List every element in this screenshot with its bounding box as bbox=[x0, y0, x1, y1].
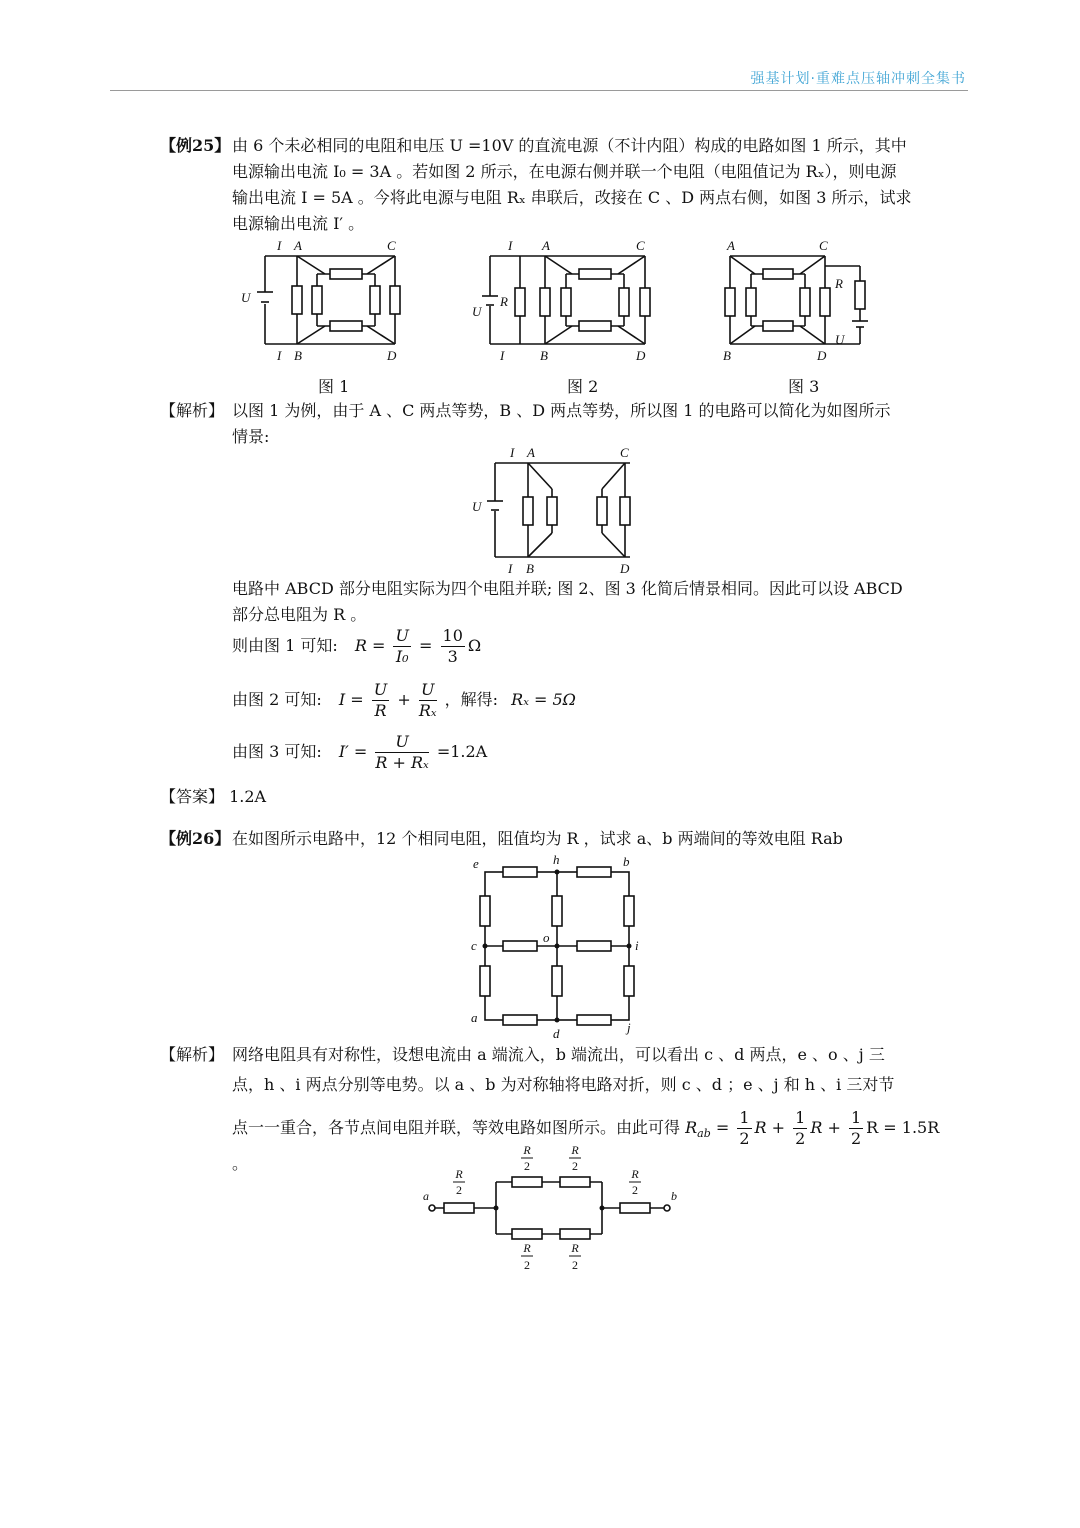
figure-2-caption: 图 2 bbox=[567, 377, 599, 396]
example-25-tag: 【例25】 bbox=[160, 136, 231, 155]
svg-text:C: C bbox=[387, 238, 396, 253]
svg-text:I: I bbox=[508, 238, 513, 253]
equation-3: 由图 3 可知: I′ = $\frac{U}{\text{R + Rₓ}}$ =1.2A bbox=[232, 732, 488, 772]
eq3-result: =1.2A bbox=[436, 742, 488, 761]
svg-text:A: A bbox=[542, 238, 550, 253]
svg-text:U: U bbox=[472, 499, 482, 514]
svg-text:h: h bbox=[553, 852, 560, 867]
analysis-tag: 【解析】 bbox=[160, 401, 225, 420]
svg-text:j: j bbox=[627, 1020, 631, 1035]
svg-text:D: D bbox=[387, 348, 397, 363]
svg-text:U: U bbox=[472, 304, 482, 319]
svg-text:A: A bbox=[527, 445, 535, 460]
analysis-line: 点，h 、i 两点分别等电势。以 a 、b 为对称轴将电路对折，则 c 、d ；e 、j 和 h 、i 三对节 bbox=[232, 1075, 895, 1094]
svg-text:e: e bbox=[473, 856, 479, 871]
svg-text:R: R bbox=[523, 1143, 531, 1157]
svg-text:C: C bbox=[620, 445, 629, 460]
analysis-line: 以图 1 为例，由于 A 、C 两点等势，B 、D 两点等势，所以图 1 的电路可以简化为如图所示 bbox=[232, 401, 891, 420]
eq3-prefix: 由图 3 可知: bbox=[232, 742, 322, 761]
simplified-circuit bbox=[470, 445, 645, 577]
svg-text:U: U bbox=[835, 332, 845, 347]
svg-text:A: A bbox=[727, 238, 735, 253]
svg-text:U: U bbox=[241, 290, 251, 305]
svg-text:R: R bbox=[523, 1241, 531, 1255]
svg-text:I: I bbox=[508, 561, 513, 576]
analysis-continuation bbox=[232, 576, 954, 628]
circuit-figure-1 bbox=[235, 236, 415, 366]
svg-text:a: a bbox=[423, 1189, 429, 1203]
answer-tag: 【答案】 bbox=[160, 787, 225, 806]
svg-text:2: 2 bbox=[572, 1159, 578, 1173]
svg-text:2: 2 bbox=[456, 1183, 462, 1197]
svg-text:a: a bbox=[471, 1010, 478, 1025]
analysis-line: 情景: bbox=[232, 427, 270, 446]
svg-text:B: B bbox=[526, 561, 534, 576]
svg-text:R: R bbox=[571, 1241, 579, 1255]
svg-text:R: R bbox=[631, 1167, 639, 1181]
result-tail: R = 1.5R 。 bbox=[232, 1118, 940, 1174]
svg-text:D: D bbox=[620, 561, 630, 576]
svg-text:C: C bbox=[819, 238, 828, 253]
svg-text:o: o bbox=[543, 930, 550, 945]
svg-text:I: I bbox=[510, 445, 515, 460]
equivalent-circuit bbox=[420, 1142, 690, 1274]
eq2-result: Rₓ = 5Ω bbox=[511, 690, 576, 709]
header-title: 强基计划·重难点压轴冲刺全集书 bbox=[750, 71, 966, 87]
example-25-answer bbox=[160, 784, 560, 810]
circuit-figure-2 bbox=[470, 236, 655, 366]
svg-text:R: R bbox=[455, 1167, 463, 1181]
svg-text:b: b bbox=[671, 1189, 677, 1203]
page-header bbox=[110, 66, 968, 91]
svg-text:b: b bbox=[623, 854, 630, 869]
figure-1-caption: 图 1 bbox=[318, 377, 350, 396]
example-25-problem bbox=[232, 133, 954, 237]
analysis-text bbox=[232, 398, 954, 450]
circuit-figure-3 bbox=[715, 236, 875, 366]
svg-text:A: A bbox=[294, 238, 302, 253]
svg-text:B: B bbox=[723, 348, 731, 363]
svg-text:R: R bbox=[571, 1143, 579, 1157]
svg-text:B: B bbox=[540, 348, 548, 363]
answer-value: 1.2A bbox=[229, 787, 267, 806]
svg-text:R: R bbox=[500, 294, 508, 309]
problem-line: 输出电流 I = 5A 。今将此电源与电阻 Rₓ 串联后，改接在 C 、D 两点右侧，如图 3 所示，试求 bbox=[232, 188, 912, 207]
svg-text:B: B bbox=[294, 348, 302, 363]
figure-3-caption: 图 3 bbox=[788, 377, 820, 396]
svg-text:2: 2 bbox=[632, 1183, 638, 1197]
equation-1: 则由图 1 可知: R = $\frac{U}{\text{I₀}}$ = $\frac{10}{3}$ Ω bbox=[232, 626, 482, 666]
analysis-line: 点一一重合，各节点间电阻并联，等效电路如图所示。由此可得 bbox=[232, 1118, 681, 1137]
svg-text:i: i bbox=[635, 938, 639, 953]
svg-text:R: R bbox=[835, 276, 843, 291]
svg-text:I: I bbox=[277, 238, 282, 253]
problem-line: 电源输出电流 I′ 。 bbox=[232, 214, 365, 233]
example-26-problem: 在如图所示电路中，12 个相同电阻，阻值均为 R ，试求 a、b 两端间的等效电阻 Rab bbox=[232, 829, 843, 848]
eq2-mid: ，解得: bbox=[444, 690, 499, 709]
svg-text:c: c bbox=[471, 938, 477, 953]
analysis-tag: 【解析】 bbox=[160, 1045, 225, 1064]
svg-text:I: I bbox=[277, 348, 282, 363]
analysis-line: 网络电阻具有对称性，设想电流由 a 端流入，b 端流出，可以看出 c 、d 两点，e 、o 、j 三 bbox=[232, 1045, 885, 1064]
svg-text:C: C bbox=[636, 238, 645, 253]
resistor-grid bbox=[465, 852, 650, 1042]
svg-text:2: 2 bbox=[524, 1258, 530, 1272]
svg-text:2: 2 bbox=[572, 1258, 578, 1272]
equation-2: 由图 2 可知: I = $\frac{U}{R}$ + $\frac{U}{\text{Rₓ}}$ ，解得: Rₓ = 5Ω bbox=[232, 680, 576, 720]
problem-line: 由 6 个未必相同的电阻和电压 U =10V 的直流电源（不计内阻）构成的电路如图 1 所示，其中 bbox=[232, 136, 907, 155]
eq2-prefix: 由图 2 可知: bbox=[232, 690, 322, 709]
svg-text:d: d bbox=[553, 1026, 560, 1041]
svg-text:D: D bbox=[817, 348, 827, 363]
svg-text:2: 2 bbox=[524, 1159, 530, 1173]
svg-text:I: I bbox=[500, 348, 505, 363]
eq1-prefix: 则由图 1 可知: bbox=[232, 636, 338, 655]
example-26-tag: 【例26】 bbox=[160, 829, 231, 848]
analysis-line: 电路中 ABCD 部分电阻实际为四个电阻并联; 图 2、图 3 化简后情景相同。因此可以设 ABCD bbox=[232, 579, 903, 598]
analysis-line: 部分总电阻为 R 。 bbox=[232, 605, 367, 624]
analysis-line-with-result: 点一一重合，各节点间电阻并联，等效电路如图所示。由此可得 $R_{ab}$ = $\frac{1}{2}$ R + $\frac{1}{2}$ R + $\frac{1}{2}$ R = 1.5R 。 bbox=[232, 1108, 940, 1174]
svg-text:D: D bbox=[636, 348, 646, 363]
problem-line: 电源输出电流 I₀ = 3A 。若如图 2 所示，在电源右侧并联一个电阻（电阻值记为 Rₓ），则电源 bbox=[232, 162, 897, 181]
